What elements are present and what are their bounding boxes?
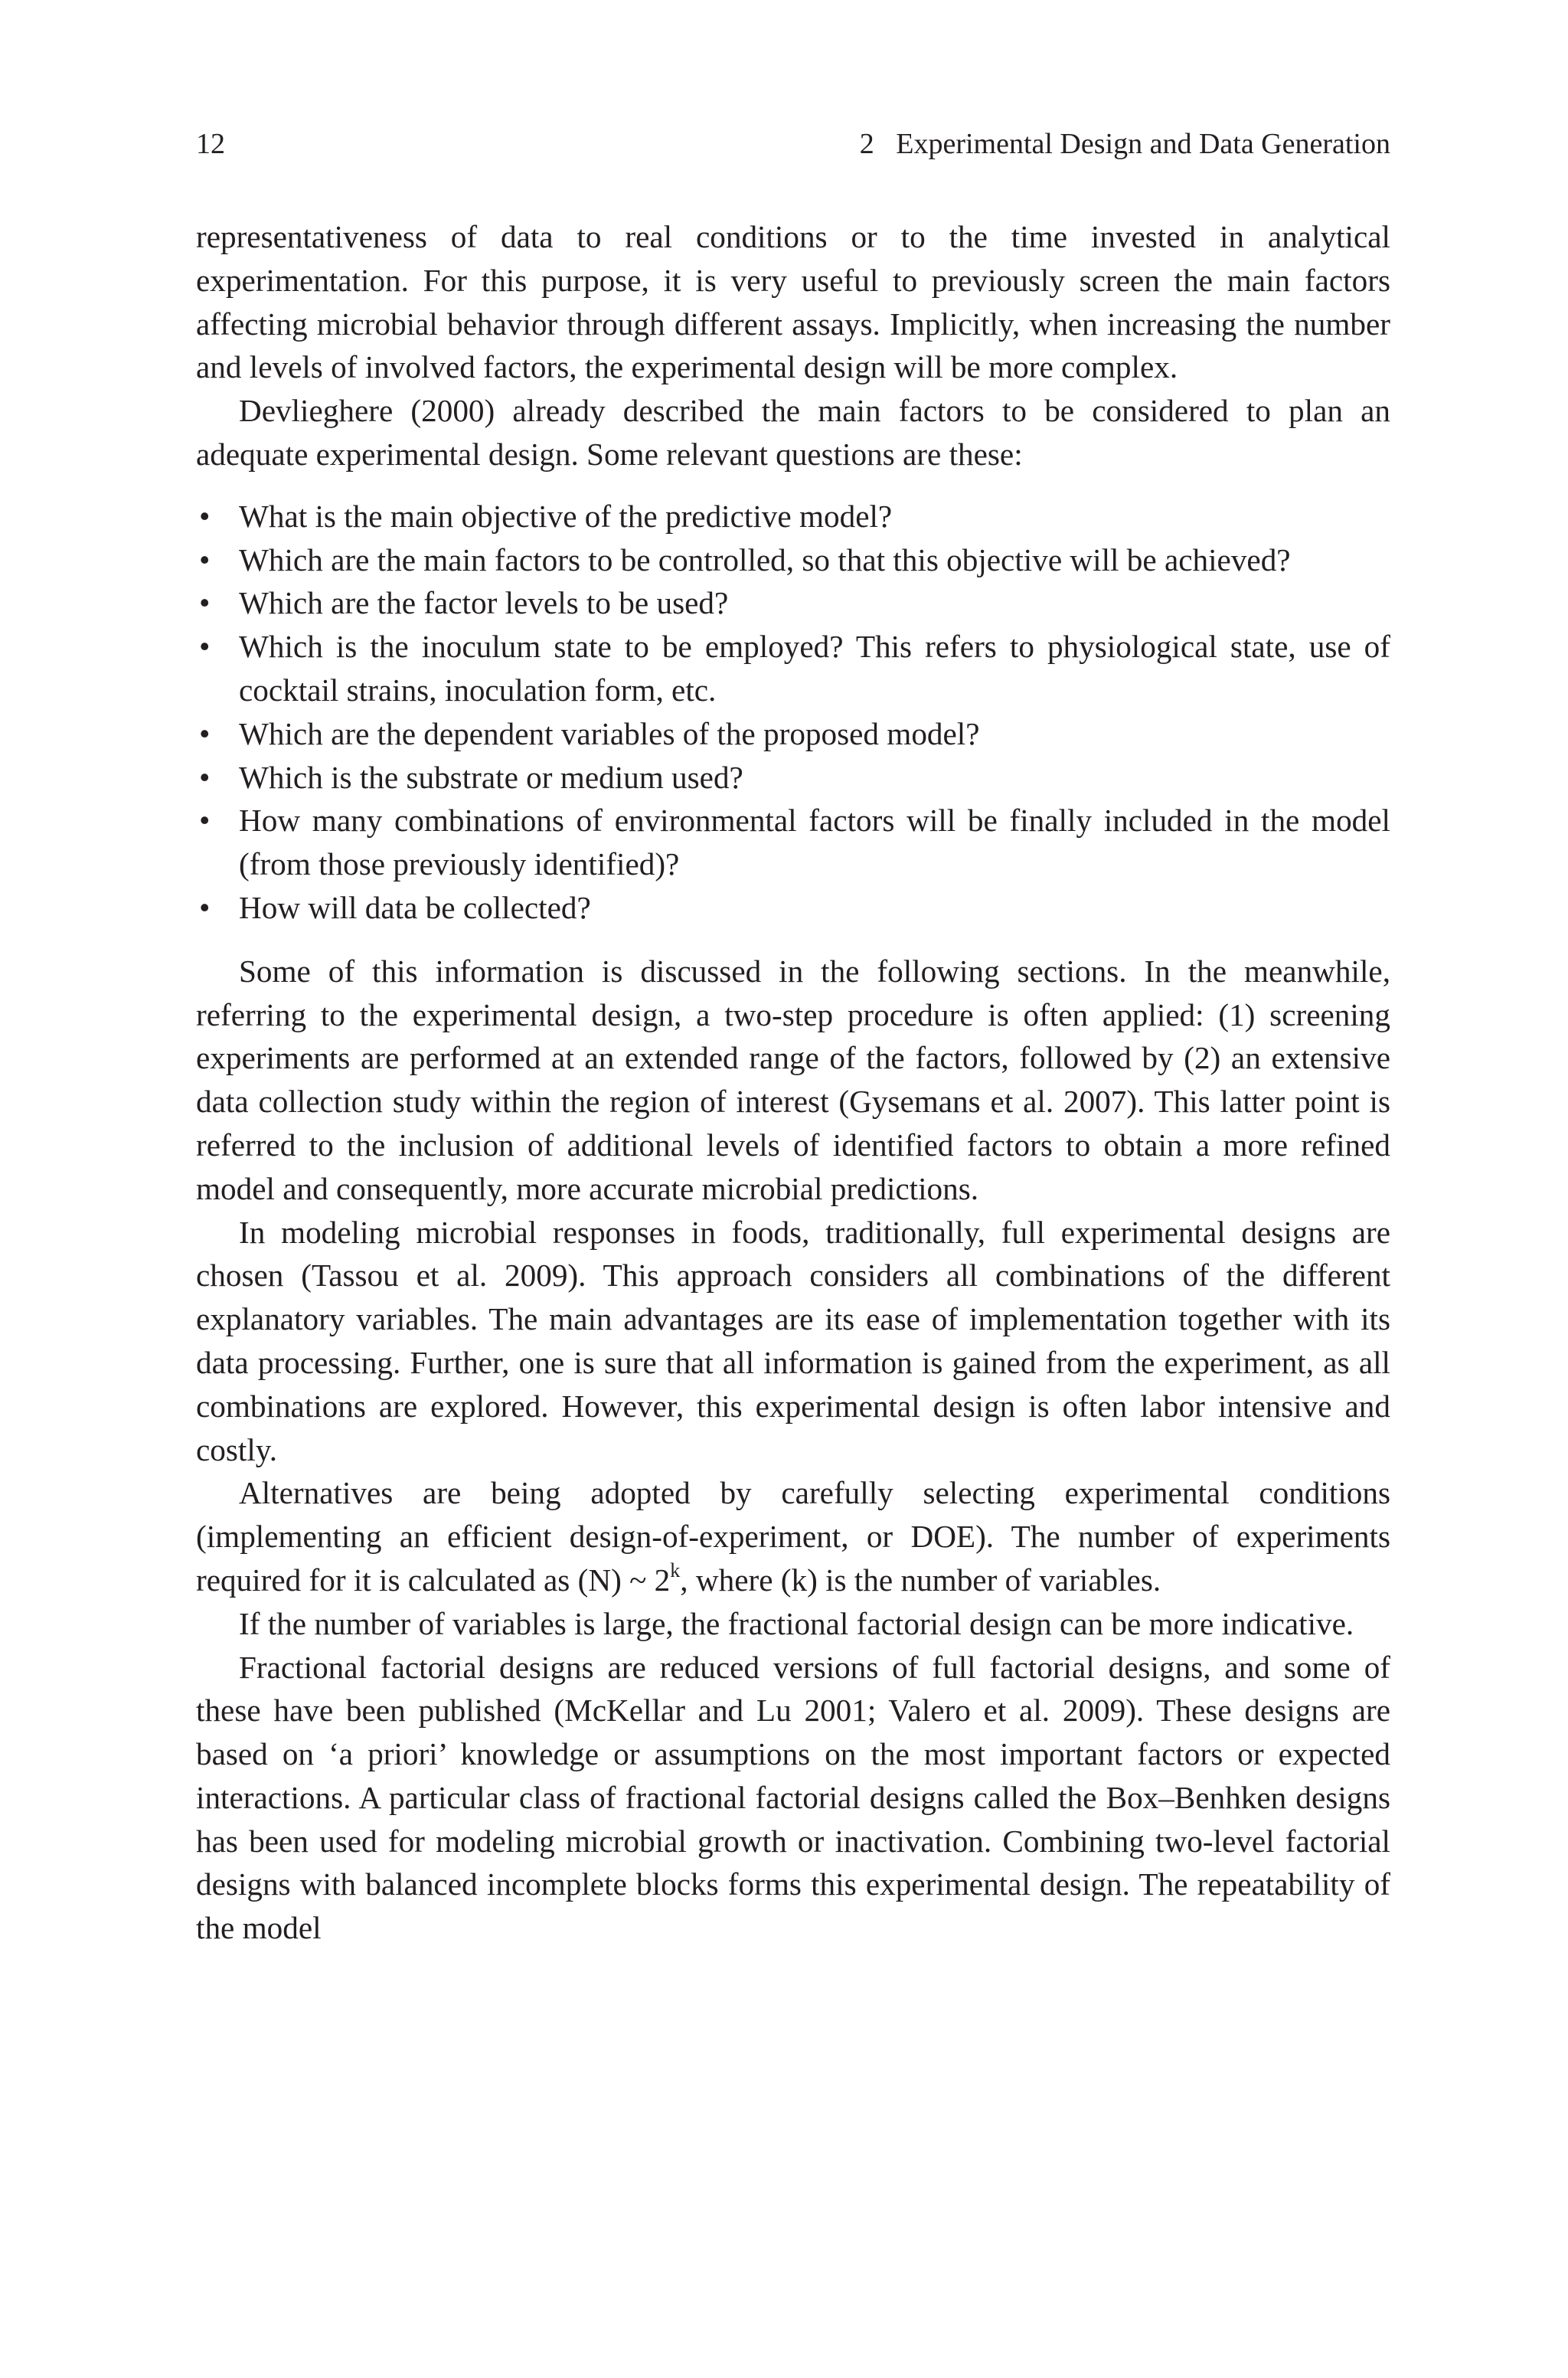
- list-item-text: Which is the inoculum state to be employed? This refers to physiological state, use of cocktail strains, inoculation form, etc.: [239, 629, 1390, 708]
- page-number: 12: [196, 128, 225, 160]
- paragraph-full-designs: In modeling microbial responses in foods, traditionally, full experimental designs are chosen (Tassou et al. 2009). This approach considers all combinations of the different explanatory variables. The main advantages are its ease of implementation together with its data processing. Further, one is sure that all information is gained from the experiment, as all combinations are explored. However, this experimental design is often labor intensive and costly.: [196, 1214, 1390, 1467]
- doe-exponent: k: [670, 1559, 681, 1582]
- paragraph-devlieghere: Devlieghere (2000) already described the main factors to be considered to plan an adequate experimental design. Some relevant questions are these:: [196, 393, 1390, 472]
- bullet-icon: •: [199, 759, 211, 795]
- bullet-icon: •: [199, 629, 211, 665]
- bullet-icon: •: [199, 498, 211, 534]
- list-item: [196, 495, 1390, 538]
- list-item-text: Which are the main factors to be controlled, so that this objective will be achieved?: [239, 541, 1291, 577]
- list-item: [196, 799, 1390, 886]
- list-item: [196, 581, 1390, 625]
- bullet-icon: •: [199, 585, 211, 621]
- body-text: [196, 215, 1390, 1950]
- list-item: [196, 625, 1390, 712]
- doe-text-after: , where (k) is the number of variables.: [680, 1562, 1161, 1598]
- paragraph-procedure: Some of this information is discussed in the following sections. In the meanwhile, referring to the experimental design, a two-step procedure is often applied: (1) screening experiments are performed at an extended range of the factors, followed by (2) an extensive data collection study within the region of interest (Gysemans et al. 2007). This latter point is referred to the inclusion of additional levels of identified factors to obtain a more refined model and consequently, more accurate microbial predictions.: [196, 953, 1390, 1206]
- paragraph-fractional-designs: Fractional factorial designs are reduced versions of full factorial designs, and some of these have been published (McKellar and Lu 2001; Valero et al. 2009). These designs are based on ‘a priori’ knowledge or assumptions on the most important factors or expected interactions. A particular class of fractional factorial designs called the Box–Benhken designs has been used for modeling microbial growth or inactivation. Combining two-level factorial designs with balanced incomplete blocks forms this experimental design. The repeatability of the model: [196, 1649, 1390, 1946]
- paragraph-doe: [196, 1471, 1390, 1601]
- paragraph-fractional-intro: If the number of variables is large, the fractional factorial design can be more indicative.: [239, 1605, 1354, 1641]
- doe-text-before: Alternatives are being adopted by carefully selecting experimental conditions (implementing an efficient design-of-experiment, or DOE). The number of experiments required for it is calculated as (N) ~ 2: [196, 1475, 1390, 1598]
- bullet-icon: •: [199, 803, 211, 839]
- list-item-text: Which are the factor levels to be used?: [239, 585, 729, 621]
- bullet-icon: •: [199, 715, 211, 751]
- running-head: [196, 123, 1390, 165]
- paragraph-continuation: representativeness of data to real conditions or to the time invested in analytical experimentation. For this purpose, it is very useful to previously screen the main factors affecting microbial behavior through different assays. Implicitly, when increasing the number and levels of involved factors, the experimental design will be more complex.: [196, 219, 1390, 385]
- list-item-text: How many combinations of environmental factors will be finally included in the model (from those previously identified)?: [239, 803, 1390, 882]
- list-item: [196, 712, 1390, 756]
- list-item: [196, 886, 1390, 930]
- bullet-icon: •: [199, 541, 211, 577]
- list-item: [196, 756, 1390, 800]
- question-list: [196, 495, 1390, 930]
- list-item-text: Which are the dependent variables of the proposed model?: [239, 715, 980, 751]
- list-item-text: How will data be collected?: [239, 889, 591, 925]
- list-item-text: What is the main objective of the predictive model?: [239, 498, 893, 534]
- bullet-icon: •: [199, 889, 211, 925]
- chapter-title: 2 Experimental Design and Data Generation: [859, 128, 1390, 160]
- list-item: [196, 538, 1390, 582]
- list-item-text: Which is the substrate or medium used?: [239, 759, 743, 795]
